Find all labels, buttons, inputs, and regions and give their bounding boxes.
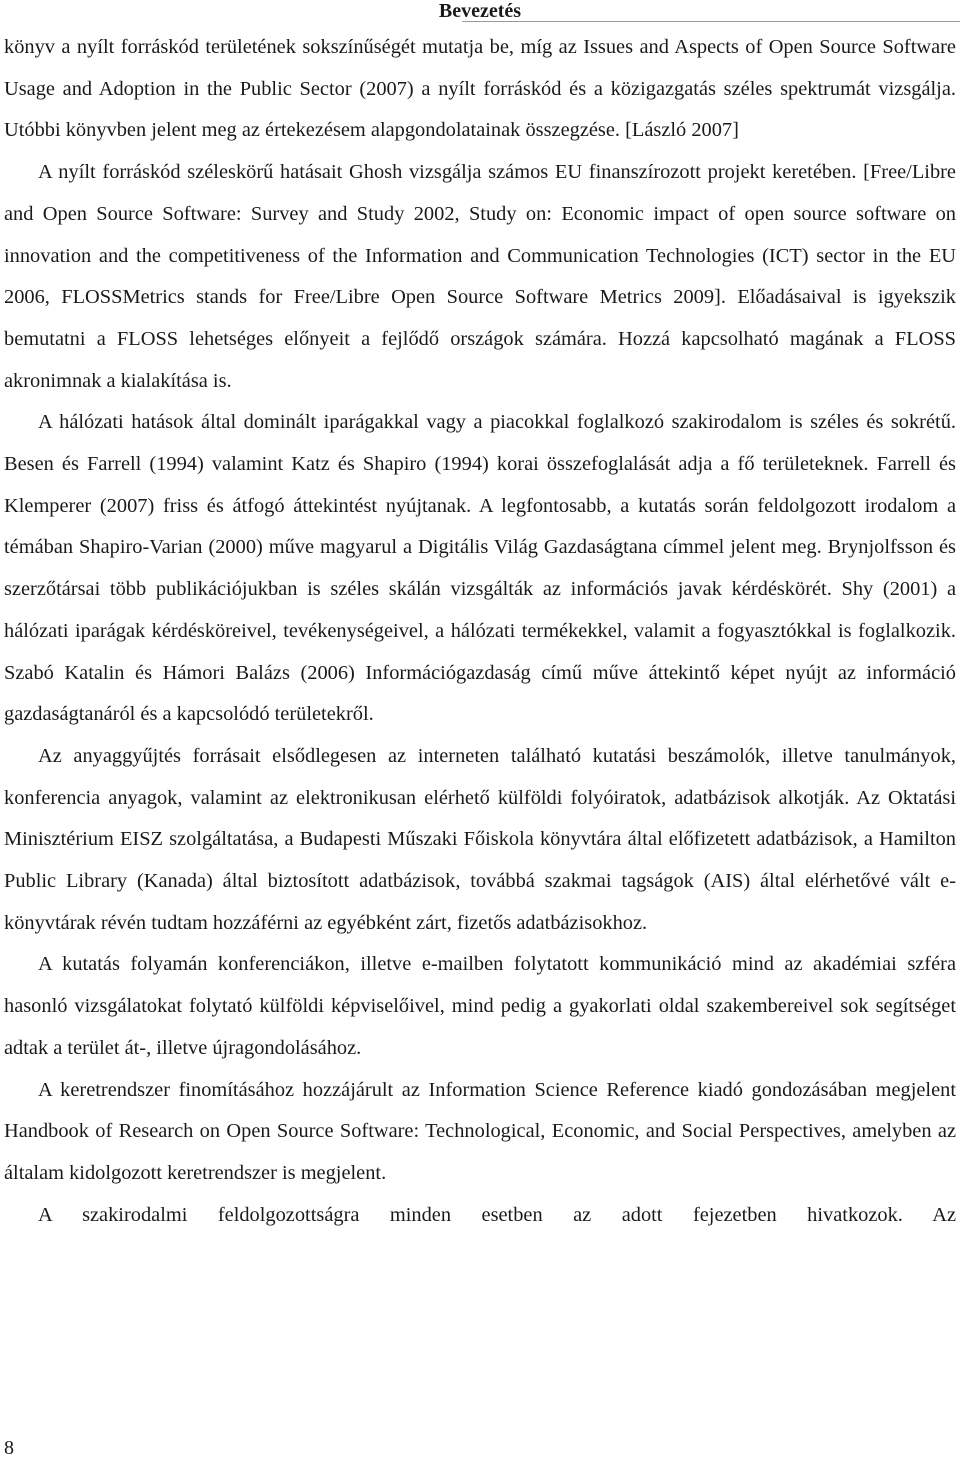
paragraph-references: A szakirodalmi feldolgozottságra minden esetben az adott fejezetben hivatkozok. Az bbox=[38, 1203, 956, 1226]
paragraph-sources: Az anyaggyűjtés forrásait elsődlegesen az interneten található kutatási beszámolók, illetve tanulmányok, konferencia anyagok, valamint az elektronikusan elérhető külföldi folyóiratok, adatbázisok alkotják. Az Oktatási Minisztérium EISZ szolgáltatása, a Budapesti Műszaki Főiskola könyvtára által előfizetett adatbázisok, a Hamilton Public Library (Kanada) által biztosított adatbázisok, továbbá szakmai tagságok (AIS) által elérhetővé vált e-könyvtárak révén tudtam hozzáférni az egyébként zárt, fizetős adatbázisokhoz. bbox=[4, 744, 956, 934]
paragraph-ghosh: A nyílt forráskód széleskörű hatásait Ghosh vizsgálja számos EU finanszírozott projekt keretében. [Free/Libre and Open Source Software: Survey and Study 2002, Study on: Economic impact of open source software on innovation and the competitiveness of the Information and Communication Technologies (ICT) sector in the EU 2006, FLOSSMetrics stands for Free/Libre Open Source Software Metrics 2009]. Előadásaival is igyekszik bemutatni a FLOSS lehetséges előnyeit a fejlődő országok számára. Hozzá kapcsolható magának a FLOSS akronimnak a kialakítása is. bbox=[4, 161, 956, 392]
running-header bbox=[0, 0, 960, 22]
body-text bbox=[4, 27, 956, 1236]
paragraph-network-effects: A hálózati hatások által dominált iparágakkal vagy a piacokkal foglalkozó szakirodalom is széles és sokrétű. Besen és Farrell (1994) valamint Katz és Shapiro (1994) korai összefoglalását adja a fő területeknek. Farrell és Klemperer (2007) friss és átfogó áttekintést nyújtanak. A legfontosabb, a kutatás során feldolgozott irodalom a témában Shapiro-Varian (2000) műve magyarul a Digitális Világ Gazdaságtana címmel jelent meg. Brynjolfsson és szerzőtársai több publikációjukban is széles skálán vizsgálták az információs javak kérdéskörét. Shy (2001) a hálózati iparágak kérdésköreivel, tevékenységeivel, a hálózati termékekkel, valamit a fogyasztókkal is foglalkozik. Szabó Katalin és Hámori Balázs (2006) Információgazdaság című műve áttekintő képet nyújt az információ gazdaságtanáról és a kapcsolódó területekről. bbox=[4, 411, 956, 726]
chapter-title: Bevezetés bbox=[438, 0, 522, 22]
paragraph-continuation: könyv a nyílt forráskód területének sokszínűségét mutatja be, míg az Issues and Aspects of Open Source Software Usage and Adoption in the Public Sector (2007) a nyílt forráskód és a közigazgatás széles spektrumát vizsgálja. Utóbbi könyvben jelent meg az értekezésem alapgondolatainak összegzése. [László 2007] bbox=[4, 36, 956, 142]
paragraph-conferences: A kutatás folyamán konferenciákon, illetve e-mailben folytatott kommunikáció mind az akadémiai szféra hasonló vizsgálatokat folytató külföldi képviselőivel, mind pedig a gyakorlati oldal szakembereivel sok segítséget adtak a terület át-, illetve újragondolásához. bbox=[4, 953, 956, 1059]
page-number: 8 bbox=[4, 1437, 14, 1459]
paragraph-framework: A keretrendszer finomításához hozzájárult az Information Science Reference kiadó gondozásában megjelent Handbook of Research on Open Source Software: Technological, Economic, and Social Perspectives, amelyben az általam kidolgozott keretrendszer is megjelent. bbox=[4, 1078, 956, 1184]
header-divider bbox=[462, 21, 960, 22]
